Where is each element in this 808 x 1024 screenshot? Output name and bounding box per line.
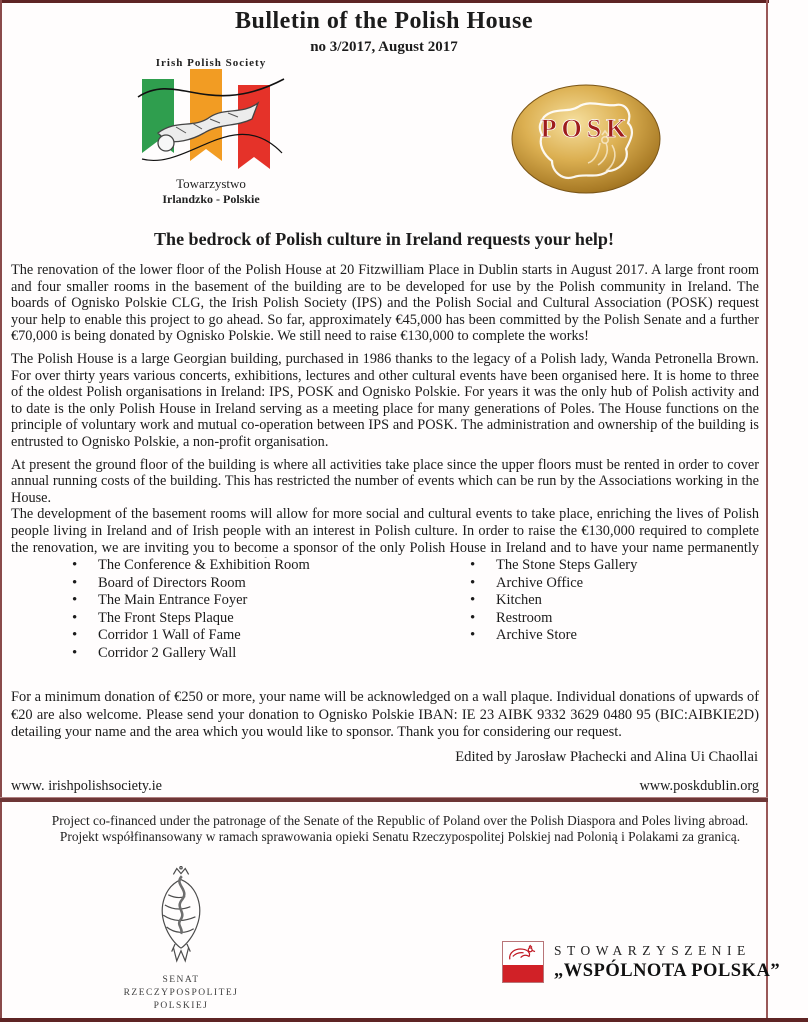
sponsor-areas-right-column <box>464 557 637 663</box>
sponsor-area-item: • Corridor 1 Wall of Fame <box>66 627 416 645</box>
posk-medal-icon <box>510 83 662 195</box>
sponsor-areas-list <box>11 557 759 663</box>
posk-logo <box>510 83 662 195</box>
senat-label-1: SENAT <box>162 975 200 985</box>
senat-label-3: POLSKIEJ <box>153 1001 209 1011</box>
sponsor-area-item: • The Stone Steps Gallery <box>464 557 637 575</box>
paragraph-present: At present the ground floor of the building is where all activities take place since the upper floors must be rented in order to cover annual running costs of the building. This has restricted the number of events which can be run by the Associations working in the House. <box>11 456 759 506</box>
ips-logo-subtitle-pl1: Towarzystwo <box>176 176 246 191</box>
flag-red-field <box>503 965 543 982</box>
polish-flag-icon <box>502 941 544 983</box>
ips-logo-title: Irish Polish Society <box>155 57 267 69</box>
frame-border-left <box>0 0 2 1021</box>
cofinance-note <box>30 813 770 844</box>
wspolnota-eagle-icon <box>505 944 541 964</box>
frame-border-top <box>0 0 769 3</box>
senat-label-2: RZECZYPOSPOLITEJ <box>123 988 239 998</box>
cofinance-note-en: Project co-financed under the patronage of the Senate of the Republic of Poland over the Polish Diaspora and Poles living abroad. <box>51 813 749 828</box>
sponsor-area-item: • Kitchen <box>464 592 637 610</box>
ips-logo <box>126 57 296 207</box>
ips-logo-subtitle-pl2: Irlandzko - Polskie <box>162 192 260 206</box>
wspolnota-label-1: STOWARZYSZENIE <box>554 943 751 958</box>
edited-by: Edited by Jarosław Płachecki and Alina Ui Chaollai <box>455 749 758 765</box>
divider-rule <box>0 797 768 802</box>
wspolnota-label-2: „WSPÓLNOTA POLSKA” <box>554 961 781 981</box>
senat-logo <box>116 866 246 1013</box>
paragraph-renovation: The renovation of the lower floor of the Polish House at 20 Fitzwilliam Place in Dublin starts in August 2017. A large front room and four smaller rooms in the basement of the building are to be developed for use by the Polish community in Ireland. The boards of Ognisko Polskie CLG, the Irish Polish Society (IPS) and the Polish Social and Cultural Association (POSK) request your help to enable this project to go ahead. So far, approximately €45,000 has been committed by the Polish Senate and a further €70,000 is being donated by Ognisko Polskie. We still need to raise €130,000 to complete the works! <box>11 262 759 345</box>
frame-border-bottom <box>0 1018 808 1022</box>
senat-eagle-icon <box>146 866 216 966</box>
paragraph-development: The development of the basement rooms will allow for more social and cultural events to take place, enriching the lives of Polish people living in Ireland and of Irish people with an interest in Polish culture. In order to raise the €130,000 required to complete the renovation, we are inviting you to become a sponsor of the only Polish House in Ireland and to have your name permanently <box>11 506 759 556</box>
headline: The bedrock of Polish culture in Ireland requests your help! <box>154 229 614 249</box>
sponsor-area-item: • Corridor 2 Gallery Wall <box>66 645 416 663</box>
sponsor-area-item: • The Front Steps Plaque <box>66 610 416 628</box>
sponsor-area-item: • The Conference & Exhibition Room <box>66 557 416 575</box>
link-irishpolishsociety[interactable]: www. irishpolishsociety.ie <box>11 778 163 794</box>
websites-row <box>11 778 759 795</box>
paragraph-donation: For a minimum donation of €250 or more, your name will be acknowledged on a wall plaque. Individual donations of upwards of €20 are also welcome. Please send your donation to Ognisko Polskie IBAN: IE 23 AIBK 9332 3629 0480 95 (BIC:AIBKIE2D) detailing your name and the area which you would like to sponsor. Thank you for considering our request. <box>11 689 759 741</box>
page-title: Bulletin of the Polish House <box>234 8 534 34</box>
cofinance-note-pl: Projekt współfinansowany w ramach sprawowania opieki Senatu Rzeczypospolitej Polskiej nad Polonią i Polakami za granicą. <box>59 828 741 844</box>
sponsor-area-item: • Restroom <box>464 610 637 628</box>
posk-logo-text: POSK <box>540 114 632 143</box>
wspolnota-polska-logo <box>502 941 780 983</box>
sponsor-area-item: • Archive Store <box>464 627 637 645</box>
sponsor-area-item: • Board of Directors Room <box>66 575 416 593</box>
frame-border-right <box>766 0 768 1021</box>
link-poskdublin[interactable]: www.poskdublin.org <box>639 778 759 794</box>
paragraph-history: The Polish House is a large Georgian building, purchased in 1986 thanks to the legacy of a Polish lady, Wanda Petronella Brown. For over thirty years various concerts, exhibitions, lectures and other cultural events have been organised here. It is home to three of the oldest Polish organisations in Ireland: IPS, POSK and Ognisko Polskie. For years it was the only hub of Polish activity and to date is the only Polish House in Ireland serving as a meeting place for many generations of Poles. The House functions on the principle of voluntary work and mutual co-operation between IPS and POSK. The administration and ownership of the building is entrusted to Ognisko Polskie, a non-profit organisation. <box>11 350 759 450</box>
sponsor-area-item: • The Main Entrance Foyer <box>66 592 416 610</box>
issue-number: no 3/2017, August 2017 <box>310 39 458 55</box>
sponsor-areas-left-column <box>66 557 416 663</box>
ips-ribbons-icon <box>136 69 286 173</box>
body-text <box>11 262 759 558</box>
sponsor-area-item: • Archive Office <box>464 575 637 593</box>
